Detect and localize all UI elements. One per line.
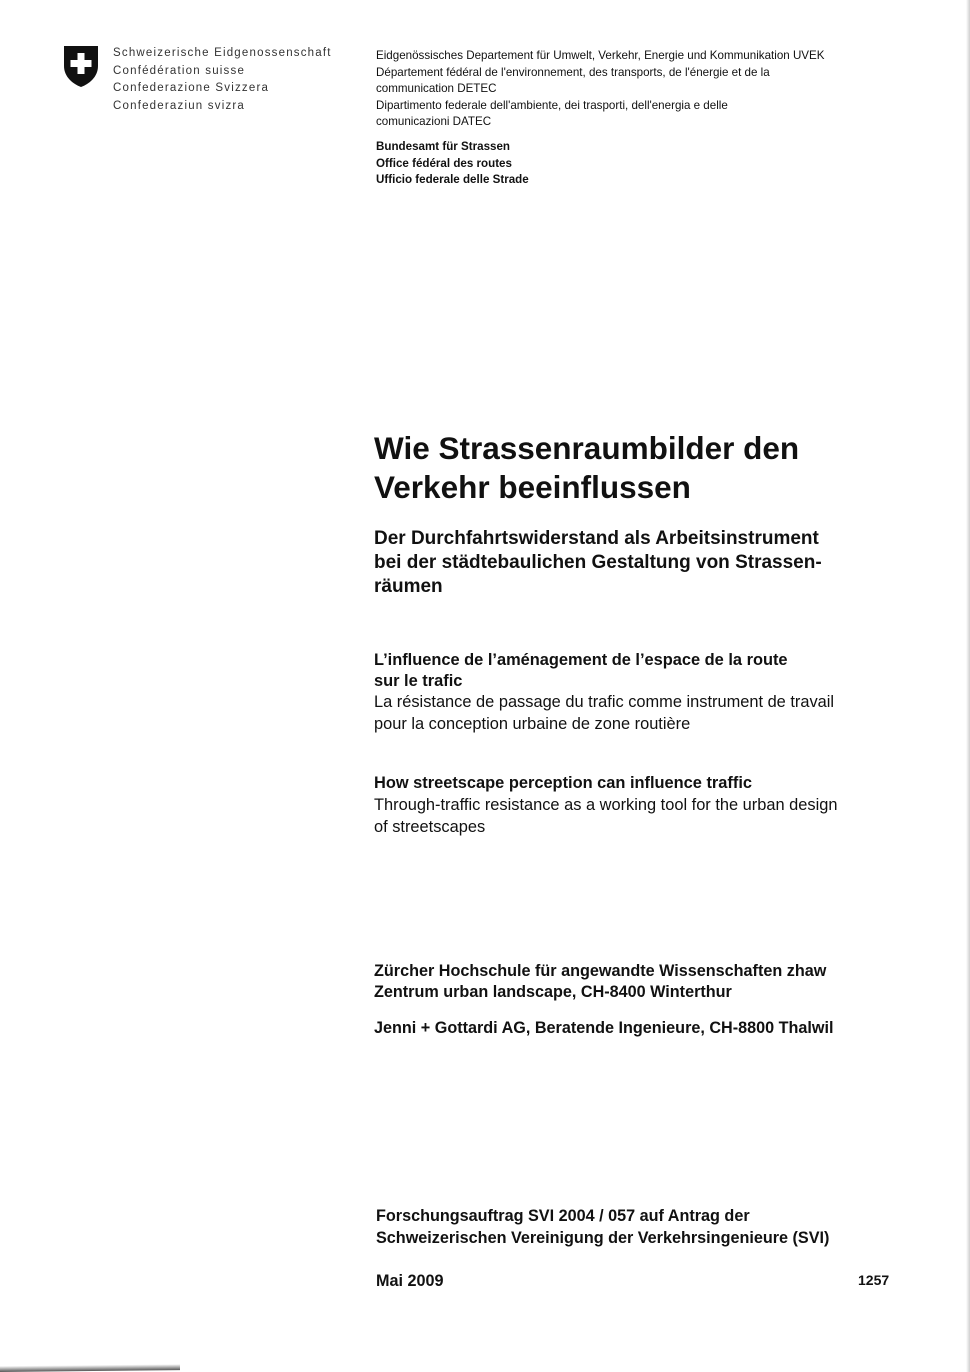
institution-line: Zentrum urban landscape, CH-8400 Winterthur xyxy=(374,983,732,1001)
english-title-block xyxy=(374,773,934,838)
confederation-names xyxy=(113,45,332,115)
subtitle-line: bei der städtebaulichen Gestaltung von Strassen- xyxy=(374,552,822,573)
office-line: Bundesamt für Strassen xyxy=(376,140,511,153)
department-block xyxy=(376,48,906,131)
department-line: Eidgenössisches Departement für Umwelt, Verkehr, Energie und Kommunikation UVEK xyxy=(376,49,825,62)
french-title-line: L’influence de l’aménagement de l’espace de la route xyxy=(374,651,788,669)
english-title-line: How streetscape perception can influence traffic xyxy=(374,774,753,792)
title-line: Verkehr beeinflussen xyxy=(374,469,691,505)
publication-date: Mai 2009 xyxy=(376,1272,444,1290)
mandate-line: Forschungsauftrag SVI 2004 / 057 auf Antrag der xyxy=(376,1207,750,1225)
confederation-line: Confederaziun svizra xyxy=(113,99,246,112)
main-subtitle xyxy=(374,527,934,599)
french-title-line: sur le trafic xyxy=(374,671,463,690)
confederation-line: Confédération suisse xyxy=(113,64,246,77)
institution-line: Jenni + Gottardi AG, Beratende Ingenieure, CH-8800 Thalwil xyxy=(374,1019,834,1037)
report-number: 1257 xyxy=(858,1272,890,1288)
office-line: Ufficio federale delle Strade xyxy=(376,173,529,186)
subtitle-line: räumen xyxy=(374,576,443,597)
swiss-crest-icon xyxy=(62,44,100,88)
institution-line: Zürcher Hochschule für angewandte Wissenschaften zhaw xyxy=(374,962,827,980)
office-block xyxy=(376,139,529,189)
english-subtitle-line: Through-traffic resistance as a working tool for the urban design xyxy=(374,795,838,814)
mandate-line: Schweizerischen Vereinigung der Verkehrsingenieure (SVI) xyxy=(376,1228,830,1247)
confederation-line: Confederazione Svizzera xyxy=(113,82,270,94)
subtitle-line: Der Durchfahrtswiderstand als Arbeitsinstrument xyxy=(374,528,819,549)
institution-jenni xyxy=(374,1018,834,1039)
office-line: Office fédéral des routes xyxy=(376,156,512,170)
institution-zhaw xyxy=(374,961,934,1003)
french-subtitle-line: La résistance de passage du trafic comme instrument de travail xyxy=(374,693,835,711)
department-line: Dipartimento federale dell'ambiente, dei trasporti, dell'energia e delle xyxy=(376,98,728,112)
french-subtitle-line: pour la conception urbaine de zone routière xyxy=(374,715,691,733)
department-line: communication DETEC xyxy=(376,82,497,95)
scan-edge xyxy=(966,0,970,1372)
title-line: Wie Strassenraumbilder den xyxy=(374,430,800,466)
research-mandate xyxy=(376,1206,829,1249)
department-line: comunicazioni DATEC xyxy=(376,115,492,128)
main-title xyxy=(374,429,934,507)
confederation-line: Schweizerische Eidgenossenschaft xyxy=(113,47,332,59)
department-line: Département fédéral de l'environnement, des transports, de l'énergie et de la xyxy=(376,65,770,79)
english-subtitle-line: of streetscapes xyxy=(374,817,486,836)
french-title-block xyxy=(374,650,934,735)
scan-shadow xyxy=(0,1364,180,1372)
